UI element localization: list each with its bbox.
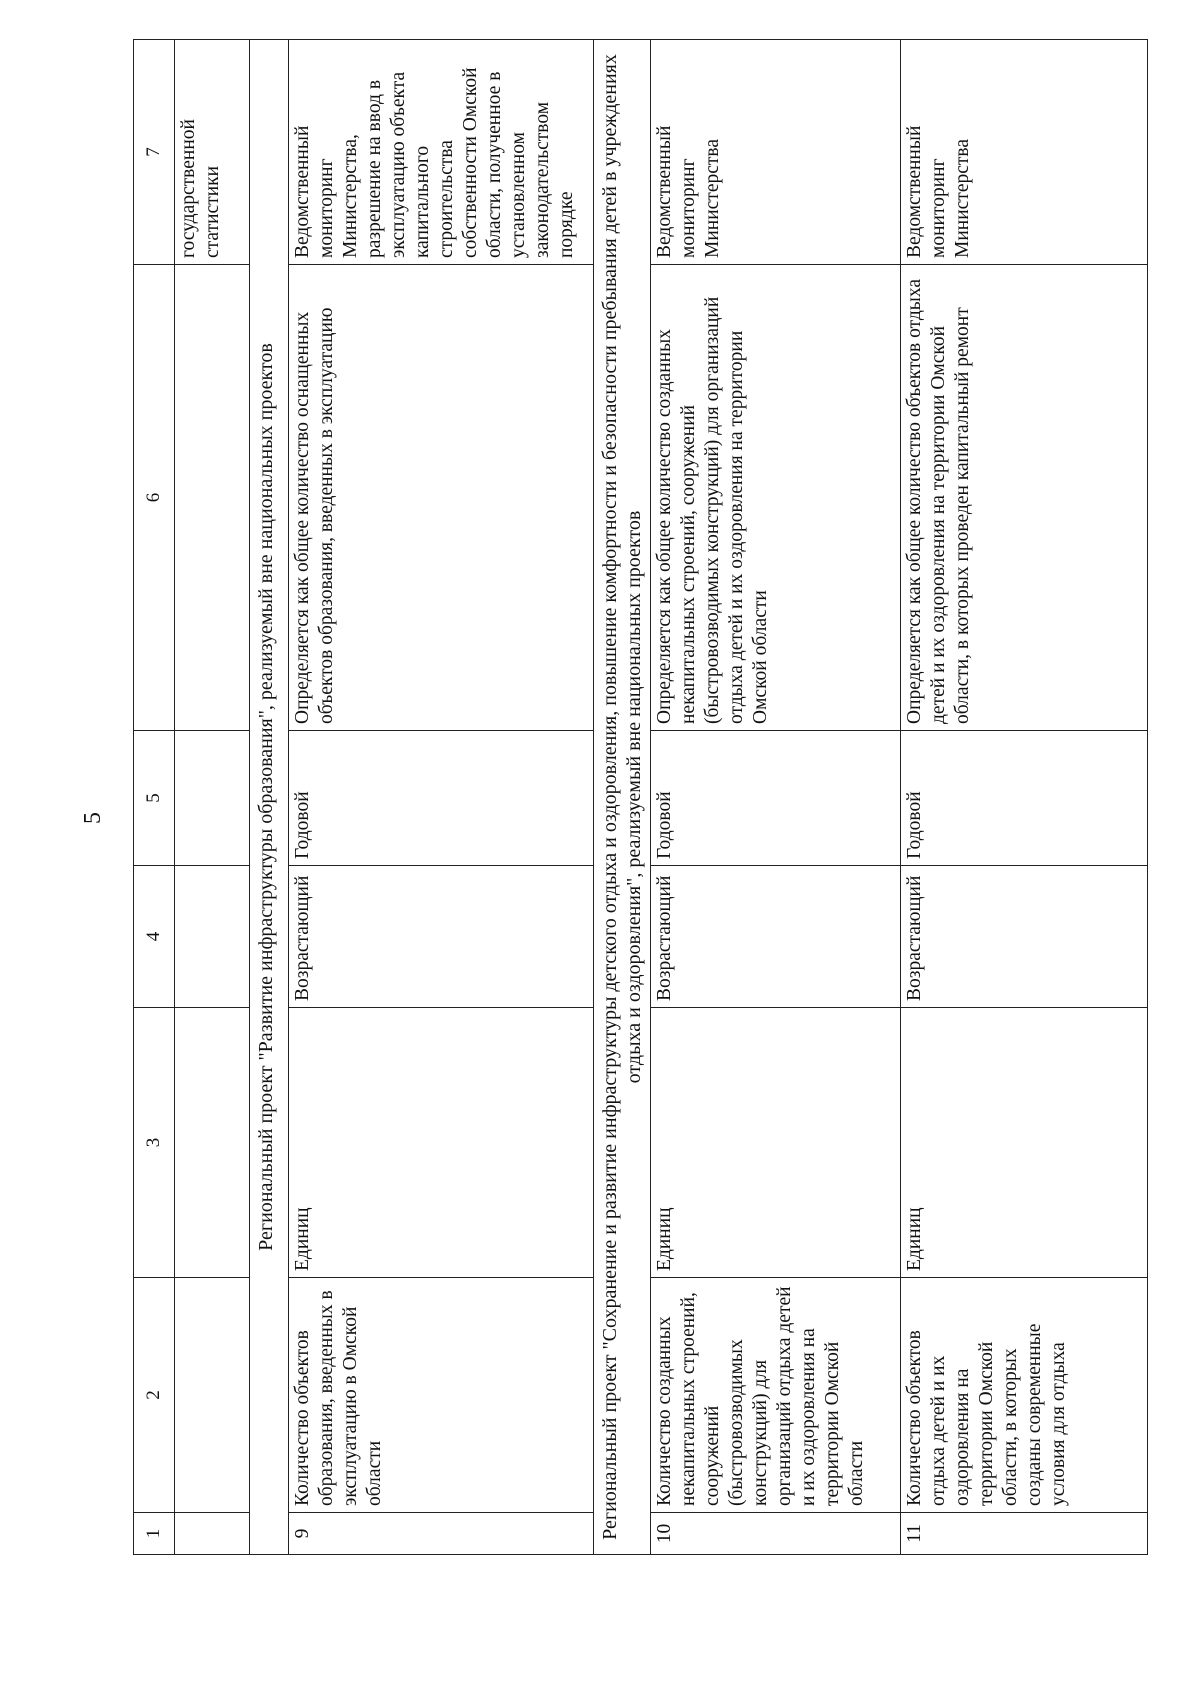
method-cell: Определяется как общее количество оснащенных объектов образования, введенных в эксплуатацию — [289, 265, 594, 731]
indicator-name-cell: Количество объектов образования, введенных в эксплуатацию в Омской области — [289, 1278, 594, 1513]
continuation-empty-cell — [175, 866, 250, 1008]
row-number-cell: 10 — [651, 1513, 901, 1555]
row-number-cell: 11 — [901, 1513, 1148, 1555]
continuation-empty-cell — [175, 1513, 250, 1555]
period-cell: Годовой — [289, 731, 594, 866]
column-number-7: 7 — [134, 40, 175, 265]
method-cell: Определяется как общее количество объектов отдыха детей и их оздоровления на территории Омской области, в которых проведен капитальный ремонт — [901, 265, 1148, 731]
continuation-row — [175, 40, 250, 1555]
section-title: Региональный проект "Сохранение и развитие инфраструктуры детского отдыха и оздоровления, повышение комфортности и безопасности пребывания детей в учреждениях отдыха и оздоровления", реализуемый вне национальных проектов — [594, 40, 651, 1555]
unit-cell: Единиц — [651, 1008, 901, 1278]
section-header-row — [250, 40, 289, 1555]
period-cell: Годовой — [901, 731, 1148, 866]
continuation-empty-cell — [175, 1278, 250, 1513]
indicator-type-cell: Возрастающий — [289, 866, 594, 1008]
source-cell: Ведомственный мониторинг Министерства, разрешение на ввод в эксплуатацию объекта капитального строительства собственности Омской области, полученное в установленном законодательством порядке — [289, 40, 594, 265]
indicator-name-cell: Количество созданных некапитальных строений, сооружений (быстровозводимых конструкций) для организаций отдыха детей и их оздоровления на территории Омской области — [651, 1278, 901, 1513]
row-number-cell: 9 — [289, 1513, 594, 1555]
page-number: 5 — [80, 812, 106, 824]
column-number-2: 2 — [134, 1278, 175, 1513]
column-number-row — [134, 40, 175, 1555]
unit-cell: Единиц — [901, 1008, 1148, 1278]
column-number-4: 4 — [134, 866, 175, 1008]
column-number-6: 6 — [134, 265, 175, 731]
indicator-type-cell: Возрастающий — [901, 866, 1148, 1008]
continuation-empty-cell — [175, 731, 250, 866]
indicator-name-cell: Количество объектов отдыха детей и их оздоровления на территории Омской области, в которых созданы современные условия для отдыха — [901, 1278, 1148, 1513]
rotated-table-wrapper — [133, 40, 1095, 1555]
table-row — [901, 40, 1148, 1555]
table-row — [651, 40, 901, 1555]
column-number-1: 1 — [134, 1513, 175, 1555]
indicators-table — [133, 39, 1148, 1555]
unit-cell: Единиц — [289, 1008, 594, 1278]
table-row — [289, 40, 594, 1555]
continuation-empty-cell — [175, 1008, 250, 1278]
source-cell: Ведомственный мониторинг Министерства — [901, 40, 1148, 265]
section-title: Региональный проект "Развитие инфраструктуры образования", реализуемый вне национальных проектов — [250, 40, 289, 1555]
continuation-empty-cell — [175, 265, 250, 731]
continuation-source-cell: государственной статистики — [175, 40, 250, 265]
indicator-type-cell: Возрастающий — [651, 866, 901, 1008]
column-number-5: 5 — [134, 731, 175, 866]
column-number-3: 3 — [134, 1008, 175, 1278]
period-cell: Годовой — [651, 731, 901, 866]
source-cell: Ведомственный мониторинг Министерства — [651, 40, 901, 265]
method-cell: Определяется как общее количество созданных некапитальных строений, сооружений (быстровозводимых конструкций) для организаций отдыха детей и их оздоровления на территории Омской области — [651, 265, 901, 731]
section-header-row — [594, 40, 651, 1555]
